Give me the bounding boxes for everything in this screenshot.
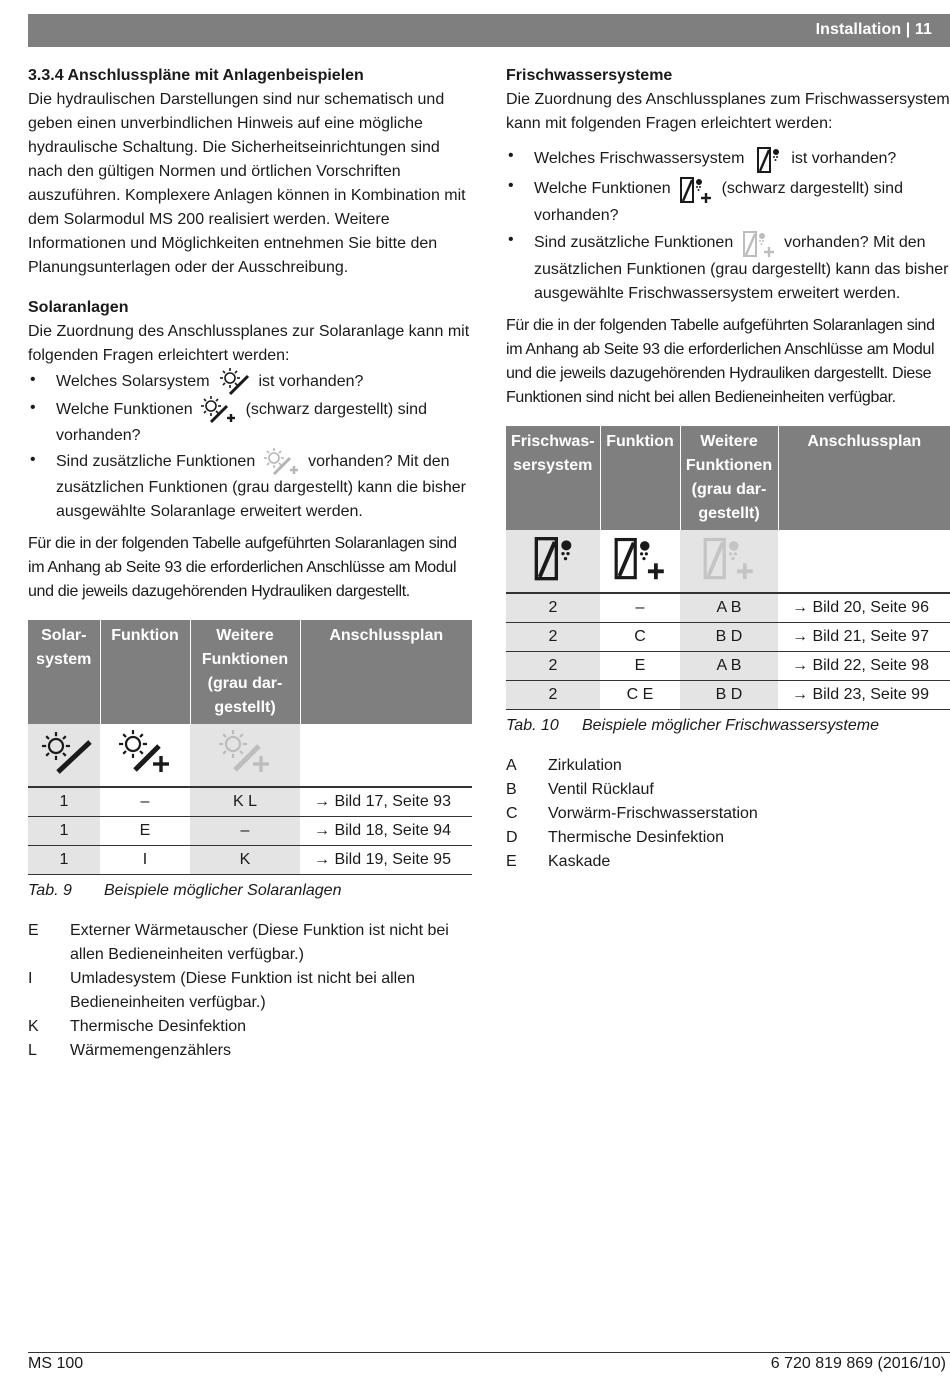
col-header: Funktion [100,620,190,724]
list-item: • Welche Funktionen (schwarz dargestellt) sind vorhanden? [28,396,472,448]
col-header: Frischwas-sersystem [506,426,600,530]
col-header: Anschlussplan [778,426,950,530]
solar-legend [28,919,472,1063]
solar-lead: Die Zuordnung des Anschlussplanes zur Solaranlage kann mit folgenden Fragen erleichtert werden: [28,323,470,364]
solar-table [28,620,472,875]
fresh-questions [506,144,950,306]
list-item: • Welche Funktionen (schwarz dargestellt) sind vorhanden? [506,174,950,228]
table-row: 1 – K L → Bild 17, Seite 93 [28,787,472,817]
table-row: 1 E – → Bild 18, Seite 94 [28,817,472,846]
fresh-legend [506,754,950,874]
table-row: 2 C B D → Bild 21, Seite 97 [506,623,950,652]
solar-subheading: Solaranlagen [28,299,129,316]
col-header: Weitere Funktionen (grau dar-gestellt) [680,426,778,530]
right-column [506,64,950,874]
legend-item: C Vorwärm-Frischwasserstation [506,805,758,822]
footer-divider [28,1352,950,1353]
solar-questions [28,368,472,524]
legend-item: D Thermische Desinfektion [506,829,725,846]
list-item: • Welches Frischwassersystem ist vorhanden? [506,144,950,174]
legend-item: E Kaskade [506,853,611,870]
solar-paragraph: Für die in der folgenden Tabelle aufgeführten Solaranlagen sind im Anhang ab Seite 93 die erforderlichen Anschlüsse am Modul und die jeweils dazugehörenden Hydrauliken dargestellt. [28,535,457,600]
table-header-row [506,426,950,530]
footer-product: MS 100 [28,1355,84,1372]
col-header: Funktion [600,426,680,530]
table-caption: Tab. 10 Beispiele möglicher Frischwassersysteme [506,717,879,734]
col-header: Weitere Funktionen (grau dar-gestellt) [190,620,300,724]
solar-extra-function-icon [215,726,275,776]
section-heading: 3.3.4 Anschlusspläne mit Anlagenbeispielen [28,67,364,84]
legend-item: A Zirkulation [506,757,622,774]
list-item: • Sind zusätzliche Funktionen vorhanden? Mit den zusätzlichen Funktionen (grau dargestellt) kann das bisher ausgewählte Frischwassersystem erweitert werden. [506,228,950,306]
solar-system-icon [218,368,250,396]
solar-function-icon [201,396,237,424]
table-caption: Tab. 9 Beispiele möglicher Solaranlagen [28,882,342,899]
table-row: 2 C E B D → Bild 23, Seite 99 [506,681,950,710]
col-header: Anschlussplan [300,620,472,724]
fresh-function-icon [613,532,667,582]
legend-item: K Thermische Desinfektion [28,1018,247,1035]
intro-paragraph: Die hydraulischen Darstellungen sind nur schematisch und geben einen unverbindlichen Hinweis auf eine mögliche hydraulische Schaltung. Die Sicherheitseinrichtungen sind nach den gültigen Normen und örtlichen Vorschriften auszuführen. Komplexere Anlagen können in Kombination mit dem Solarmodul MS 200 realisiert werden. Weitere Informationen und Möglichkeiten entnehmen Sie bitte den Planungsunterlagen oder der Ausschreibung. [28,91,466,276]
col-header: Solar-system [28,620,100,724]
table-row: 2 E A B → Bild 22, Seite 98 [506,652,950,681]
solar-extra-function-icon [264,448,300,476]
legend-item: I Umladesystem (Diese Funktion ist nicht bei allen Bedieneinheiten verfügbar.) [28,970,416,1011]
header-section: Installation | 11 [815,21,932,38]
list-item: • Welches Solarsystem ist vorhanden? [28,368,472,396]
table-row: 1 I K → Bild 19, Seite 95 [28,846,472,875]
solar-system-icon [34,726,94,776]
legend-item: E Externer Wärmetauscher (Diese Funktion ist nicht bei allen Bedieneinheiten verfügbar.) [28,922,449,963]
table-row: 2 – A B → Bild 20, Seite 96 [506,593,950,623]
fresh-lead: Die Zuordnung des Anschlussplanes zum Frischwassersystem kann mit folgenden Fragen erleichtert werden: [506,91,950,132]
legend-item: B Ventil Rücklauf [506,781,654,798]
fresh-paragraph: Für die in der folgenden Tabelle aufgeführten Solaranlagen sind im Anhang ab Seite 93 die erforderlichen Anschlüsse am Modul und die jeweils dazugehörenden Hydrauliken dargestellt. Diese Funktionen sind nicht bei allen Bedieneinheiten verfügbar. [506,317,935,406]
legend-item: L Wärmemengenzählers [28,1042,231,1059]
header-bar [28,14,950,47]
fresh-subheading: Frischwassersysteme [506,67,673,84]
fresh-extra-function-icon [742,228,776,258]
fresh-water-icon [531,532,575,582]
fresh-table [506,426,950,710]
table-header-row [28,620,472,724]
table-icon-row [28,724,472,787]
fresh-function-icon [679,174,713,204]
table-icon-row [506,530,950,593]
solar-function-icon [115,726,175,776]
list-item: • Sind zusätzliche Funktionen vorhanden? Mit den zusätzlichen Funktionen (grau dargestellt) kann die bisher ausgewählte Solaranlage erweitert werden. [28,448,472,524]
fresh-water-icon [753,144,783,174]
left-column [28,64,472,1063]
footer-doc-number: 6 720 819 869 (2016/10) [770,1355,946,1372]
fresh-extra-function-icon [702,532,756,582]
